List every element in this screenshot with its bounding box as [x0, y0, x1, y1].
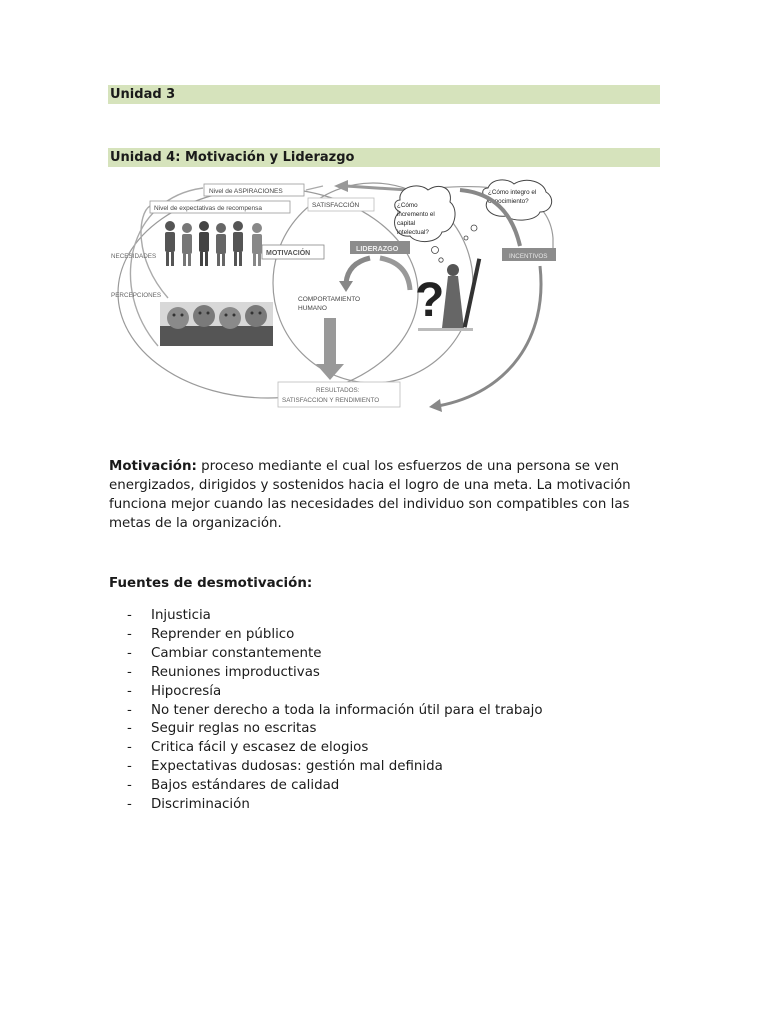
list-bullet: - — [127, 797, 132, 813]
right-curve-arrow — [380, 258, 410, 290]
expectations-label: Nivel de expectativas de recompensa — [154, 205, 263, 212]
leadership-label: LIDERAZGO — [356, 244, 399, 253]
motivation-definition — [109, 457, 661, 533]
list-item-text: Seguir reglas no escritas — [151, 721, 317, 737]
thinking-person-illustration — [415, 258, 481, 331]
motivation-label: MOTIVACIÓN — [266, 250, 311, 257]
motivation-text: proceso mediante el cual los esfuerzos de una persona se ven energizados, dirigidos y sostenidos hacia el logro de una meta. La motivación funciona mejor cuando las necesidades del individuo son compatibles con las metas de la organización. — [109, 459, 631, 531]
bubble2-dot-2 — [464, 236, 468, 240]
list-item — [109, 720, 543, 739]
list-item — [109, 796, 543, 815]
list-item — [109, 645, 543, 664]
list-item — [109, 702, 543, 721]
list-item-text: Reuniones improductivas — [151, 664, 320, 680]
list-item — [109, 607, 543, 626]
list-bullet: - — [127, 608, 132, 623]
list-item — [109, 626, 543, 645]
list-bullet: - — [127, 740, 132, 756]
list-bullet: - — [127, 683, 132, 699]
bubble1-line4: intelectual? — [397, 229, 429, 236]
list-bullet: - — [127, 759, 132, 775]
list-item-text: Hipocresía — [151, 683, 222, 699]
bubble2-line1: ¿Cómo integro el — [488, 189, 537, 196]
list-item-text: Critica fácil y escasez de elogios — [151, 740, 369, 756]
bubble1-line3: capital — [397, 220, 416, 227]
question-mark: ? — [415, 274, 445, 327]
motivation-term: Motivación: — [109, 459, 197, 474]
left-loop-arrow-2 — [141, 206, 168, 298]
needs-label: NECESIDADES — [111, 253, 157, 260]
satisfaction-label: SATISFACCIÓN — [312, 202, 360, 209]
leadership-arrowhead — [339, 281, 353, 292]
list-item-text: Expectativas dudosas: gestión mal definida — [151, 759, 443, 775]
bottom-loop-arrowhead — [429, 399, 442, 412]
list-item — [109, 683, 543, 702]
incentives-label: INCENTIVOS — [509, 253, 548, 260]
list-item — [109, 739, 543, 758]
people-illustration — [165, 221, 262, 266]
bubble2-line2: conocimiento? — [488, 198, 529, 205]
bubble1-line2: incremento el — [397, 211, 435, 218]
list-item-text: Discriminación — [151, 797, 250, 813]
results-label-line2: SATISFACCION Y RENDIMIENTO — [282, 397, 380, 404]
results-arrow-shaft — [324, 318, 336, 366]
list-bullet: - — [127, 721, 132, 737]
bubble1-dot-1 — [432, 247, 439, 254]
sad-faces-photo — [160, 302, 273, 346]
leadership-arrow — [346, 258, 370, 283]
bubble1-line1: ¿Cómo — [397, 202, 418, 209]
unit-4-heading: Unidad 4: Motivación y Liderazgo — [108, 148, 660, 167]
demotivation-sources-list — [109, 607, 543, 815]
demotivation-sources-heading: Fuentes de desmotivación: — [109, 576, 313, 591]
motivation-leadership-diagram — [108, 178, 560, 413]
list-item-text: Bajos estándares de calidad — [151, 778, 340, 794]
list-bullet: - — [127, 778, 132, 794]
list-bullet: - — [127, 702, 132, 718]
behavior-label-line2: HUMANO — [298, 305, 327, 312]
results-label-line1: RESULTADOS: — [316, 387, 360, 394]
bubble2-dot-1 — [471, 225, 477, 231]
list-item — [109, 777, 543, 796]
unit-3-heading: Unidad 3 — [108, 85, 660, 104]
behavior-label-line1: COMPORTAMIENTO — [298, 296, 361, 303]
list-bullet: - — [127, 626, 132, 642]
bubble1-dot-2 — [439, 258, 443, 262]
list-item-text: Cambiar constantemente — [151, 645, 322, 661]
perceptions-label: PERCEPCIONES — [111, 292, 162, 299]
list-item — [109, 664, 543, 683]
aspirations-label: Nivel de ASPIRACIONES — [209, 188, 283, 195]
list-bullet: - — [127, 645, 132, 661]
list-item — [109, 758, 543, 777]
list-item-text: Reprender en público — [151, 626, 295, 642]
aspirations-arrow — [306, 186, 323, 190]
list-item-text: Injusticia — [151, 608, 211, 623]
list-item-text: No tener derecho a toda la información útil para el trabajo — [151, 702, 543, 718]
list-bullet: - — [127, 664, 132, 680]
